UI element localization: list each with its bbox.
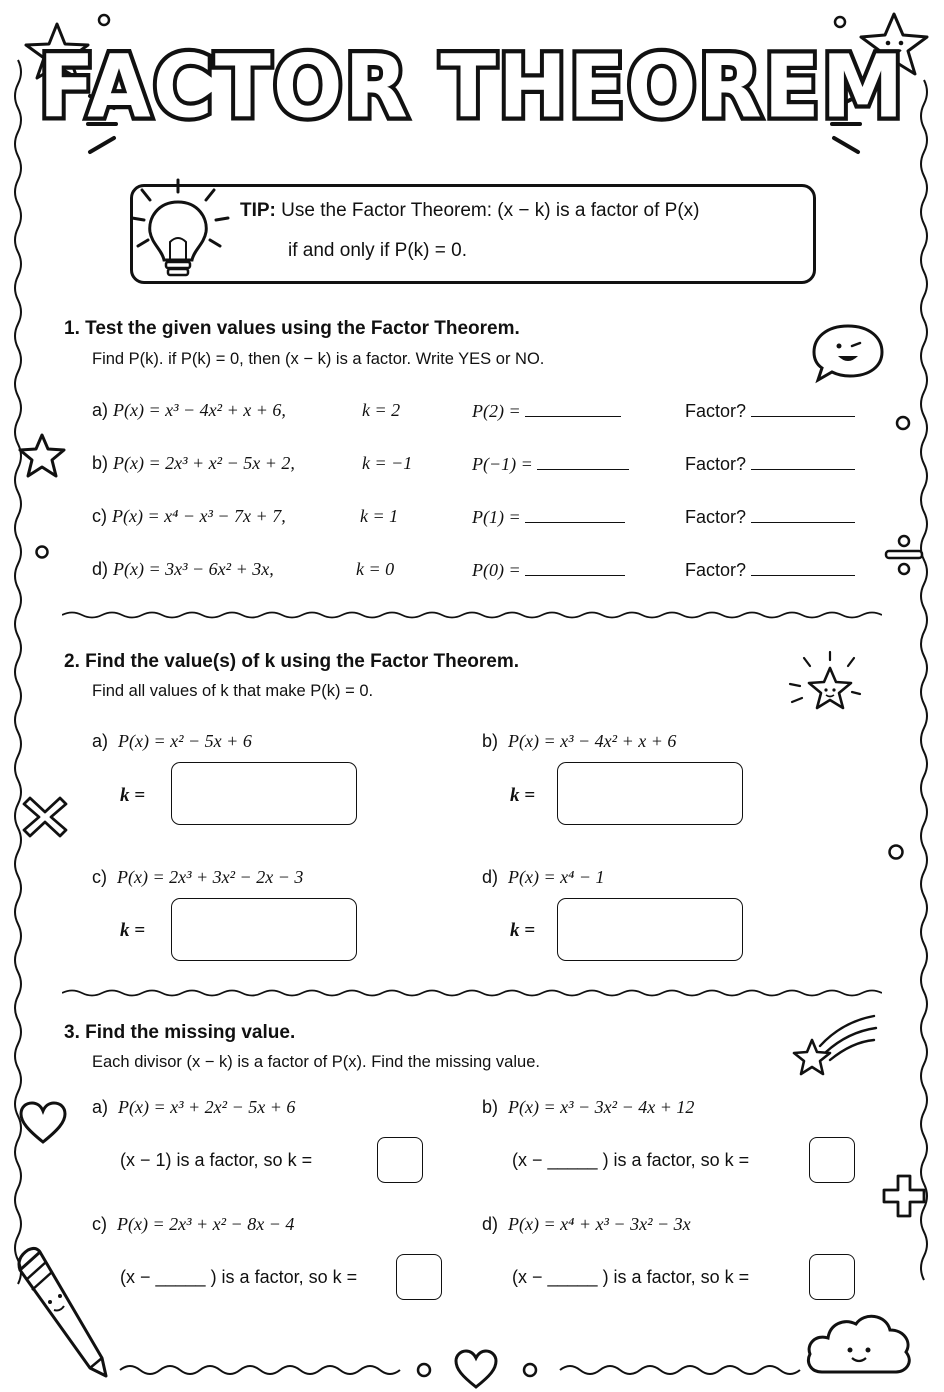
circle-right-2-icon: [886, 842, 906, 862]
s3-item-d-line: (x − _____ ) is a factor, so k =: [512, 1267, 750, 1287]
s1-row-c: c) P(x) = x⁴ − x³ − 7x + 7,: [92, 506, 286, 526]
s2-item-a-k-label: k =: [120, 785, 146, 806]
s2-item-c-answer-box[interactable]: [171, 898, 357, 961]
s1-row-b-eval: P(−1) =: [472, 453, 629, 475]
heart-left-icon: [18, 1100, 68, 1146]
section-2-instruction: Find all values of k that make P(k) = 0.: [92, 682, 374, 700]
s1-row-a-factor: Factor?: [685, 400, 855, 422]
multiply-sign-icon: [22, 794, 68, 840]
s2-item-c-k-label: k =: [120, 920, 146, 941]
s1-row-b-factor: Factor?: [685, 453, 855, 475]
s1-row-b-k: k = −1: [362, 453, 413, 473]
circle-right-1-icon: [894, 414, 912, 432]
s1-row-a-k: k = 2: [362, 400, 401, 420]
s3-item-c: c) P(x) = 2x³ + x² − 8x − 4: [92, 1214, 295, 1234]
s1-row-d-factor: Factor?: [685, 559, 855, 581]
s3-item-a-answer-box[interactable]: [377, 1137, 423, 1183]
s2-item-b: b) P(x) = x³ − 4x² + x + 6: [482, 731, 677, 751]
s2-item-a: a) P(x) = x² − 5x + 6: [92, 731, 252, 751]
s1-row-d-factor-blank[interactable]: [751, 559, 855, 576]
s3-item-a: a) P(x) = x³ + 2x² − 5x + 6: [92, 1097, 296, 1117]
s1-row-d-eval: P(0) =: [472, 559, 625, 581]
tip-box: [130, 184, 816, 284]
s3-item-b-answer-box[interactable]: [809, 1137, 855, 1183]
s1-row-a-eval-blank[interactable]: [525, 400, 621, 417]
s1-row-b: b) P(x) = 2x³ + x² − 5x + 2,: [92, 453, 295, 473]
s1-row-a: a) P(x) = x³ − 4x² + x + 6,: [92, 400, 286, 420]
s1-row-a-eval: P(2) =: [472, 400, 621, 422]
section-1-heading: 1. Test the given values using the Factor Theorem.: [64, 318, 520, 339]
s1-row-b-factor-blank[interactable]: [751, 453, 855, 470]
s2-item-b-k-label: k =: [510, 785, 536, 806]
s3-item-d-answer-box[interactable]: [809, 1254, 855, 1300]
s2-item-a-answer-box[interactable]: [171, 762, 357, 825]
s1-row-c-k: k = 1: [360, 506, 399, 526]
section-1-instruction: Find P(k). if P(k) = 0, then (x − k) is a factor. Write YES or NO.: [92, 350, 545, 368]
divider-1: [62, 608, 882, 622]
s3-item-b-line: (x − _____ ) is a factor, so k =: [512, 1150, 750, 1170]
shooting-star-icon: [790, 1010, 880, 1080]
s2-item-c: c) P(x) = 2x³ + 3x² − 2x − 3: [92, 867, 304, 887]
s1-row-c-factor-blank[interactable]: [751, 506, 855, 523]
heart-bottom-icon: [452, 1348, 500, 1390]
lightbulb-icon: [120, 176, 230, 286]
s1-row-b-eval-blank[interactable]: [537, 453, 629, 470]
circle-top-left-icon: [96, 12, 112, 28]
s3-item-d: d) P(x) = x⁴ + x³ − 3x² − 3x: [482, 1214, 691, 1234]
section-3-heading: 3. Find the missing value.: [64, 1022, 296, 1043]
tip-label: TIP:: [240, 200, 276, 221]
s3-item-a-line: (x − 1) is a factor, so k =: [120, 1150, 313, 1170]
s2-item-d: d) P(x) = x⁴ − 1: [482, 867, 605, 887]
plus-sign-icon: [880, 1172, 928, 1220]
s1-row-d-k: k = 0: [356, 559, 395, 579]
smiling-cloud-icon: [804, 1306, 916, 1378]
s1-row-d-eval-blank[interactable]: [525, 559, 625, 576]
s1-row-d: d) P(x) = 3x³ − 6x² + 3x,: [92, 559, 274, 579]
section-2-heading: 2. Find the value(s) of k using the Factor Theorem.: [64, 651, 520, 672]
section-3-instruction: Each divisor (x − k) is a factor of P(x). Find the missing value.: [92, 1053, 540, 1071]
tip-line-1: TIP: Use the Factor Theorem: (x − k) is a factor of P(x): [240, 200, 700, 221]
s2-item-d-answer-box[interactable]: [557, 898, 743, 961]
s1-row-c-eval: P(1) =: [472, 506, 625, 528]
page-title: FACTOR THEOREM: [38, 37, 906, 138]
tip-line-2: if and only if P(k) = 0.: [288, 240, 467, 261]
pencil-icon: [12, 1240, 112, 1380]
s3-item-b: b) P(x) = x³ − 3x² − 4x + 12: [482, 1097, 695, 1117]
winking-speech-bubble-icon: [808, 322, 888, 384]
s3-item-c-line: (x − _____ ) is a factor, so k =: [120, 1267, 358, 1287]
circle-top-right-icon: [832, 14, 848, 30]
sparkle-star-icon: [786, 650, 866, 716]
circle-left-1-icon: [34, 544, 50, 560]
s2-item-d-k-label: k =: [510, 920, 536, 941]
s3-item-c-answer-box[interactable]: [396, 1254, 442, 1300]
division-sign-icon: [882, 532, 926, 578]
s1-row-c-factor: Factor?: [685, 506, 855, 528]
s1-row-a-factor-blank[interactable]: [751, 400, 855, 417]
s2-item-b-answer-box[interactable]: [557, 762, 743, 825]
star-left-icon: [16, 432, 68, 480]
s1-row-c-eval-blank[interactable]: [525, 506, 625, 523]
divider-2: [62, 986, 882, 1000]
